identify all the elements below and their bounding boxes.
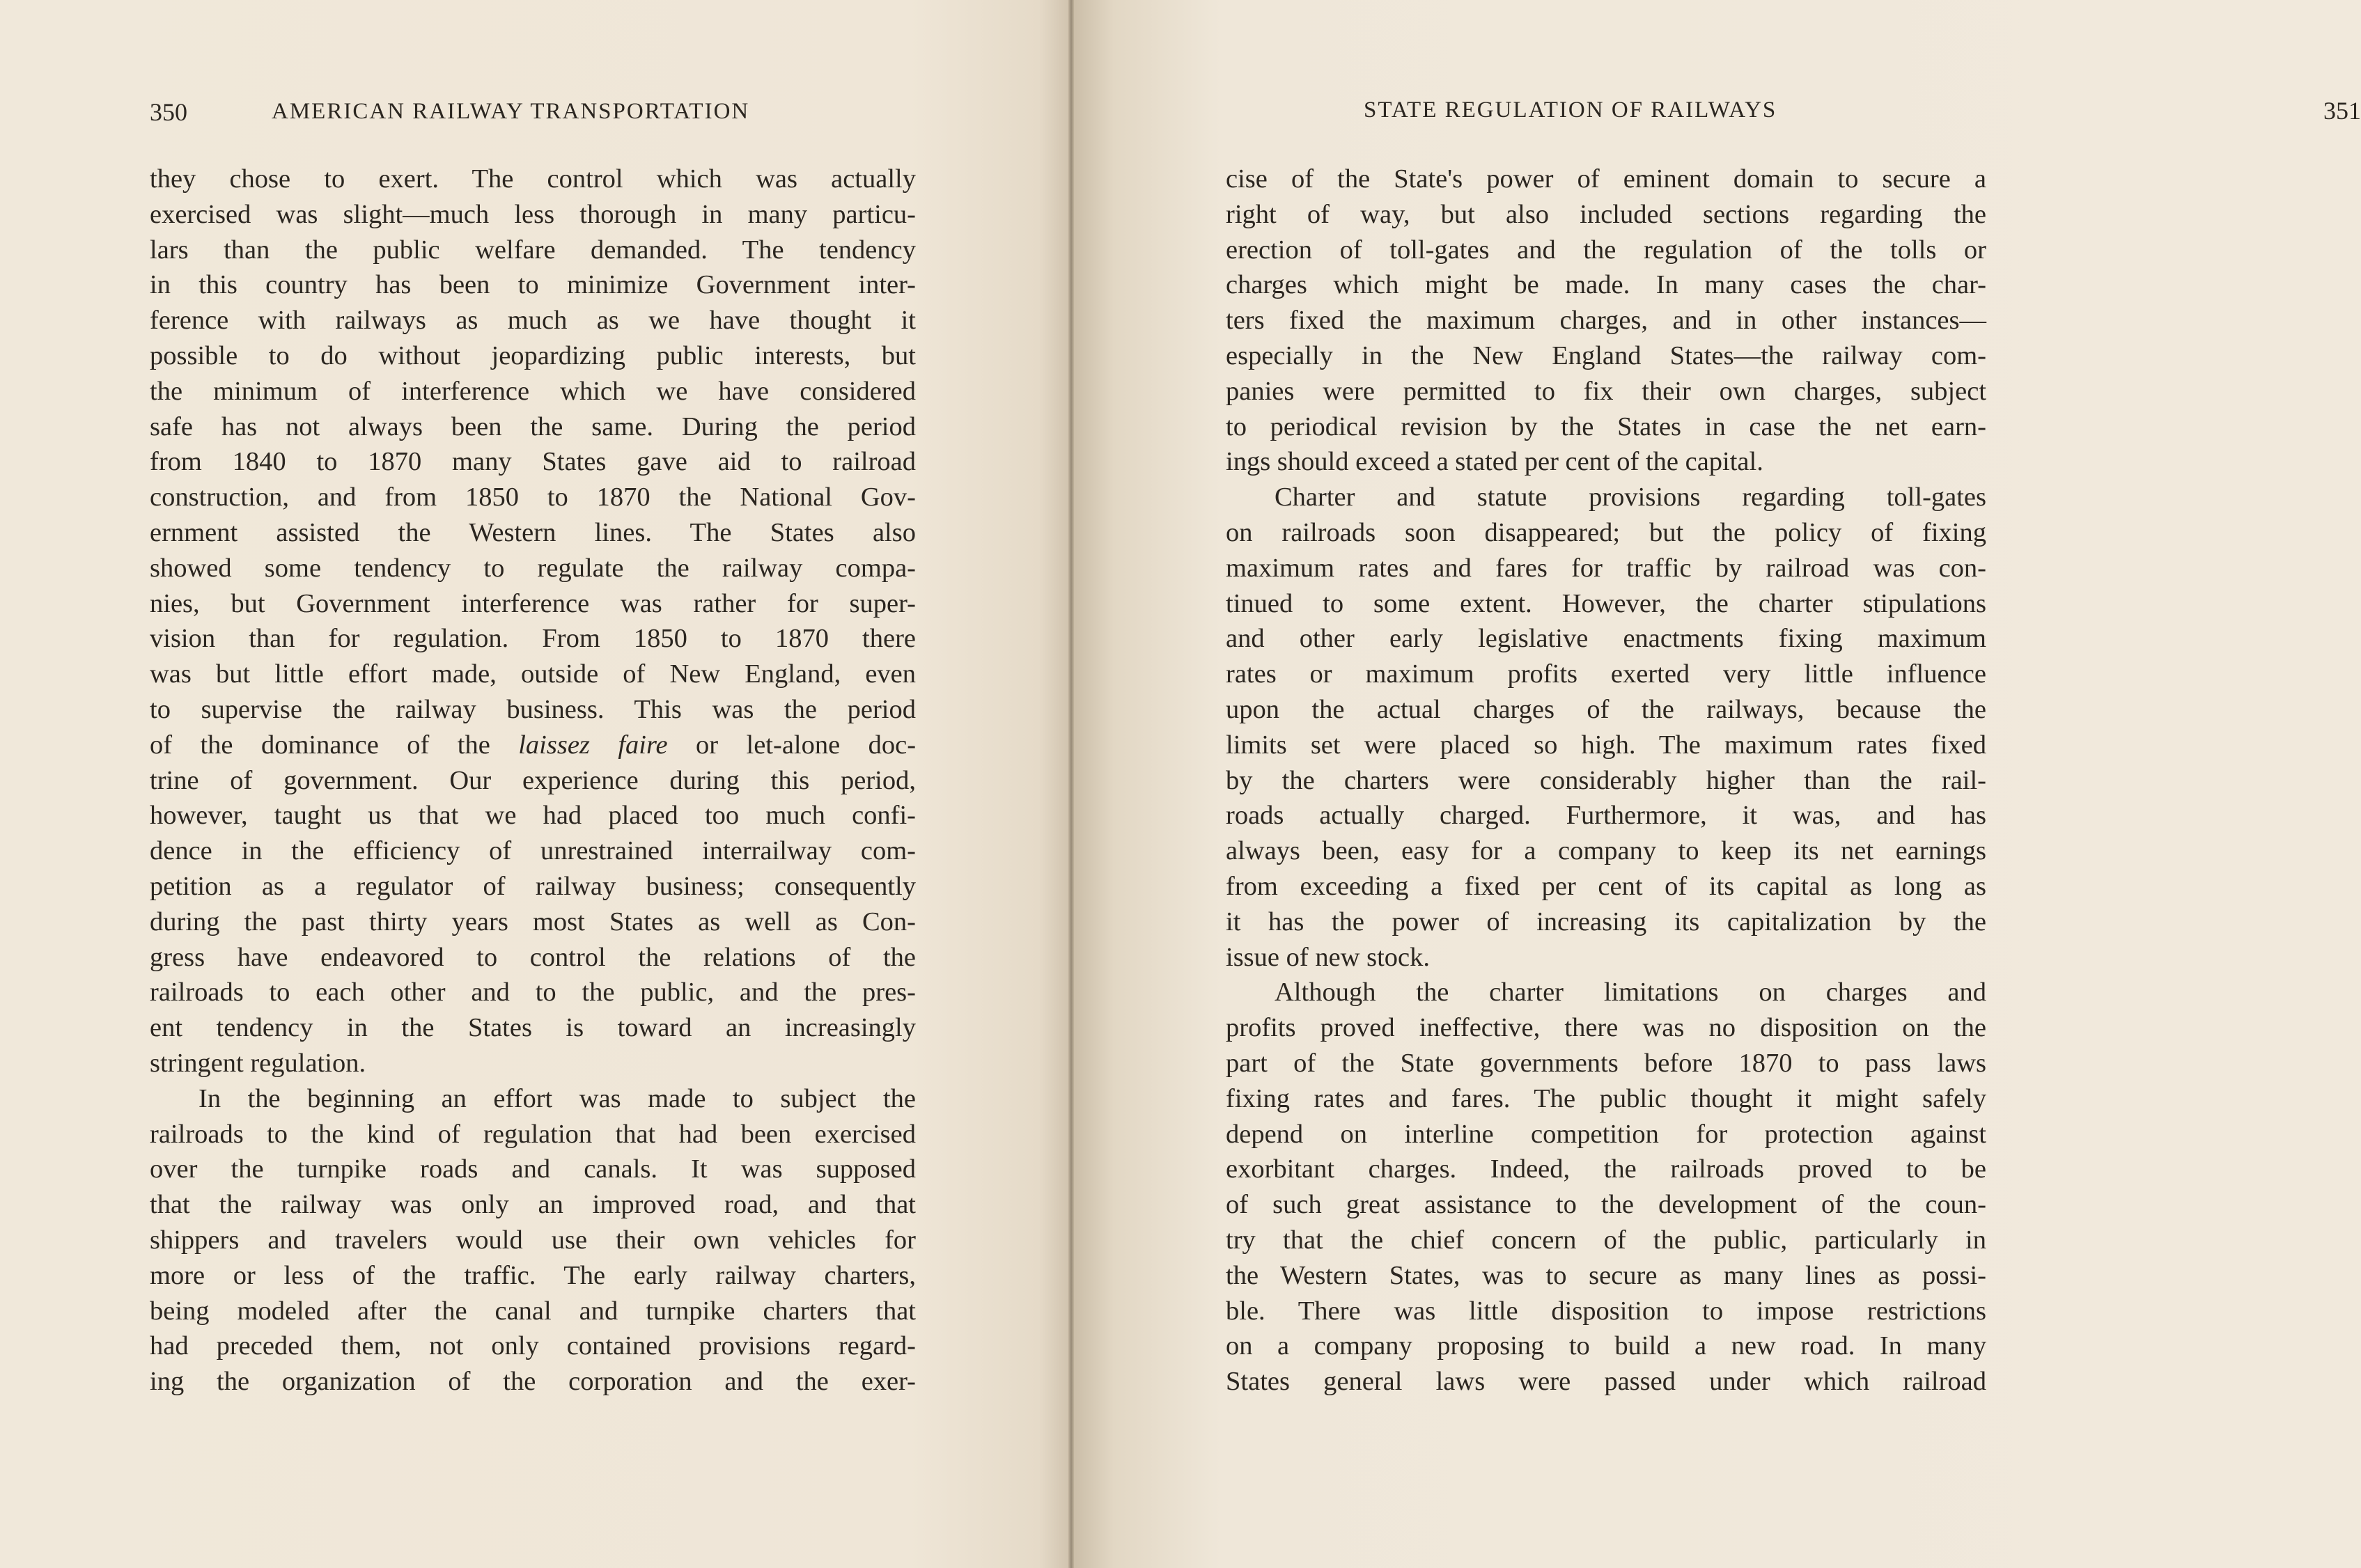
left-body-text	[150, 162, 916, 1400]
text-line: they chose to exert. The control which was actually	[150, 164, 916, 194]
book-gutter	[1068, 0, 1074, 1568]
text-line: to periodical revision by the States in case the net earn-	[1226, 411, 1986, 441]
text-line: over the turnpike roads and canals. It was supposed	[150, 1154, 916, 1184]
text-line: dence in the efficiency of unrestrained interrailway com-	[150, 836, 916, 866]
text-fragment: or let-alone doc-	[696, 730, 917, 760]
italic-phrase: laissez faire	[518, 730, 668, 760]
right-page-number: 351	[2323, 97, 2361, 125]
text-line: in this country has been to minimize Government inter-	[150, 270, 916, 300]
text-line: ble. There was little disposition to impose restrictions	[1226, 1296, 1986, 1326]
text-line: ters fixed the maximum charges, and in other instances—	[1226, 306, 1986, 336]
text-line: try that the chief concern of the public, particularly in	[1226, 1225, 1986, 1255]
text-line: upon the actual charges of the railways, because the	[1226, 694, 1986, 724]
text-line: being modeled after the canal and turnpike charters that	[150, 1296, 916, 1326]
text-line: rates or maximum profits exerted very little influence	[1226, 659, 1986, 689]
text-line: the minimum of interference which we have considered	[150, 376, 916, 406]
text-line: however, taught us that we had placed too much confi-	[150, 801, 916, 831]
text-line: the Western States, was to secure as many lines as possi-	[1226, 1260, 1986, 1290]
left-page-number: 350	[150, 98, 187, 126]
text-line: petition as a regulator of railway business; consequently	[150, 871, 916, 901]
right-running-title: STATE REGULATION OF RAILWAYS	[1364, 97, 1777, 123]
text-line: stringent regulation.	[150, 1048, 366, 1078]
text-line: right of way, but also included sections regarding the	[1226, 199, 1986, 229]
left-running-title: AMERICAN RAILWAY TRANSPORTATION	[272, 99, 750, 124]
text-line: States general laws were passed under which railroad	[1226, 1367, 1986, 1397]
text-line: exorbitant charges. Indeed, the railroads proved to be	[1226, 1154, 1986, 1184]
text-line: exercised was slight—much less thorough in many particu-	[150, 199, 916, 229]
text-line: railroads to each other and to the public, and the pres-	[150, 978, 916, 1008]
text-line: was but little effort made, outside of New England, even	[150, 659, 916, 689]
text-line: safe has not always been the same. During the period	[150, 411, 916, 441]
text-line: ference with railways as much as we have thought it	[150, 306, 916, 336]
text-line: ernment assisted the Western lines. The States also	[150, 517, 916, 547]
text-line: shippers and travelers would use their own vehicles for	[150, 1225, 916, 1255]
left-page	[0, 0, 1071, 1568]
text-line: maximum rates and fares for traffic by railroad was con-	[1226, 553, 1986, 583]
text-line: fixing rates and fares. The public thought it might safely	[1226, 1083, 1986, 1113]
text-line: had preceded them, not only contained provisions regard-	[150, 1331, 916, 1361]
text-line: ing the organization of the corporation and the exer-	[150, 1367, 916, 1397]
text-line: vision than for regulation. From 1850 to 1870 there	[150, 624, 916, 654]
text-line: nies, but Government interference was rather for super-	[150, 588, 916, 618]
text-line: to supervise the railway business. This was the period	[150, 694, 916, 724]
text-line: by the charters were considerably higher than the rail-	[1226, 765, 1986, 795]
text-line: always been, easy for a company to keep its net earnings	[1226, 836, 1986, 866]
text-line-with-italic	[150, 728, 916, 763]
paragraph-first-line: Although the charter limitations on charges and	[1275, 978, 1986, 1008]
text-line: charges which might be made. In many cases the char-	[1226, 270, 1986, 300]
text-line: issue of new stock.	[1226, 942, 1430, 972]
right-running-head	[1364, 97, 2361, 123]
text-line: cise of the State's power of eminent domain to secure a	[1226, 164, 1986, 194]
text-line: possible to do without jeopardizing public interests, but	[150, 340, 916, 370]
text-line: ent tendency in the States is toward an increasingly	[150, 1013, 916, 1043]
text-line: profits proved ineffective, there was no disposition on the	[1226, 1013, 1986, 1043]
text-line: limits set were placed so high. The maximum rates fixed	[1226, 730, 1986, 760]
text-line: railroads to the kind of regulation that had been exercised	[150, 1119, 916, 1149]
text-line: construction, and from 1850 to 1870 the National Gov-	[150, 483, 916, 512]
text-line: tinued to some extent. However, the charter stipulations	[1226, 588, 1986, 618]
text-fragment: of the dominance of the	[150, 730, 490, 760]
text-line: from exceeding a fixed per cent of its capital as long as	[1226, 871, 1986, 901]
text-line: showed some tendency to regulate the railway compa-	[150, 553, 916, 583]
text-line: gress have endeavored to control the relations of the	[150, 942, 916, 972]
text-line: depend on interline competition for protection against	[1226, 1119, 1986, 1149]
text-line: lars than the public welfare demanded. The tendency	[150, 235, 916, 265]
text-line: trine of government. Our experience during this period,	[150, 765, 916, 795]
text-line: and other early legislative enactments fixing maximum	[1226, 624, 1986, 654]
text-line: erection of toll-gates and the regulation of the tolls or	[1226, 235, 1986, 265]
text-line: of such great assistance to the development of the coun-	[1226, 1190, 1986, 1220]
paragraph-first-line: Charter and statute provisions regarding toll-gates	[1275, 483, 1986, 512]
text-line: roads actually charged. Furthermore, it was, and has	[1226, 801, 1986, 831]
text-line: it has the power of increasing its capitalization by the	[1226, 907, 1986, 936]
text-line: on railroads soon disappeared; but the policy of fixing	[1226, 517, 1986, 547]
text-line: panies were permitted to fix their own charges, subject	[1226, 376, 1986, 406]
text-line: especially in the New England States—the railway com-	[1226, 340, 1986, 370]
text-line: ings should exceed a stated per cent of the capital.	[1226, 447, 1763, 477]
left-running-head	[150, 97, 916, 127]
paragraph-first-line: In the beginning an effort was made to subject the	[198, 1083, 916, 1113]
text-line: on a company proposing to build a new road. In many	[1226, 1331, 1986, 1361]
text-line: more or less of the traffic. The early railway charters,	[150, 1260, 916, 1290]
right-body-text	[1226, 162, 1986, 1400]
text-line: from 1840 to 1870 many States gave aid to railroad	[150, 447, 916, 477]
text-line: part of the State governments before 1870 to pass laws	[1226, 1048, 1986, 1078]
text-line: that the railway was only an improved road, and that	[150, 1190, 916, 1220]
text-line: during the past thirty years most States as well as Con-	[150, 907, 916, 936]
